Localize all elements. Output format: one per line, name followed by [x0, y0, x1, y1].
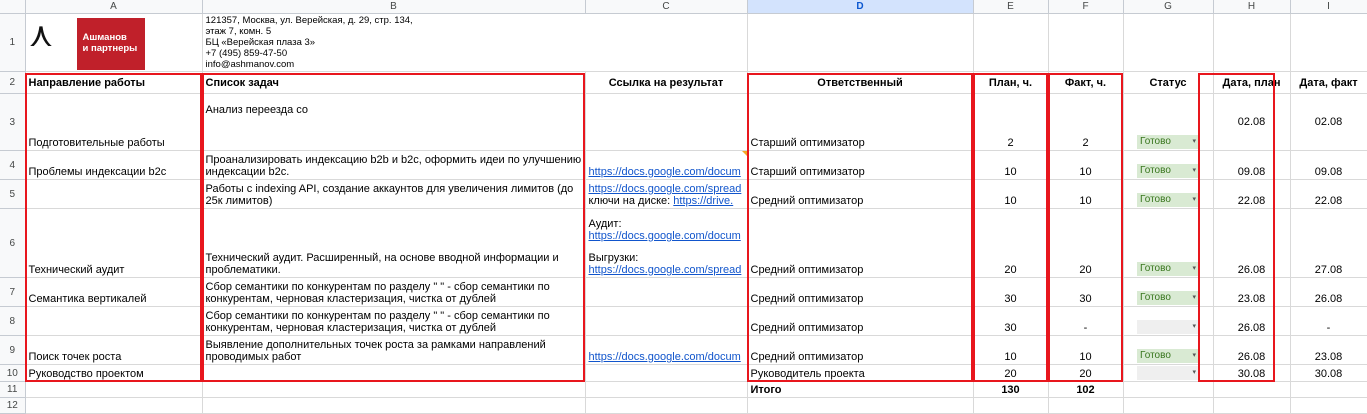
cell-task-3[interactable] — [202, 94, 585, 151]
cell-date-fact-4[interactable]: 09.08 — [1290, 151, 1367, 180]
cell-link-6[interactable] — [585, 209, 747, 278]
status-label: Готово — [1140, 136, 1171, 147]
chevron-down-icon[interactable]: ▾ — [1192, 369, 1196, 376]
cell-direction-8[interactable] — [25, 307, 202, 336]
cell-a12[interactable] — [25, 398, 202, 414]
status-badge[interactable] — [1137, 135, 1199, 149]
table-row[interactable] — [0, 14, 1367, 72]
cell-status-3[interactable] — [1123, 94, 1213, 151]
cell-i12[interactable] — [1290, 398, 1367, 414]
empty-cell-h1[interactable] — [1213, 14, 1290, 72]
table-row[interactable] — [0, 209, 1367, 278]
cell-responsible-4[interactable]: Старший оптимизатор — [747, 151, 973, 180]
address-line-4: +7 (495) 859-47-50 — [205, 48, 288, 59]
header-result-link: Ссылка на результат — [585, 72, 747, 94]
status-badge[interactable] — [1137, 349, 1199, 363]
cell-date-fact-7[interactable]: 26.08 — [1290, 278, 1367, 307]
cell-link-11[interactable] — [585, 382, 747, 398]
row-header-8[interactable]: 8 — [0, 307, 25, 336]
table-header-row[interactable] — [0, 72, 1367, 94]
cell-date-plan-7[interactable]: 23.08 — [1213, 278, 1290, 307]
cell-h12[interactable] — [1213, 398, 1290, 414]
cell-task-6[interactable]: Технический аудит. Расширенный, на основе вводной информации и проблематики. — [202, 209, 585, 278]
result-link-audit[interactable]: https://docs.google.com/docum — [588, 230, 741, 242]
cell-direction-7[interactable]: Семантика вертикалей — [25, 278, 202, 307]
cell-direction-5[interactable] — [25, 180, 202, 209]
column-header-f[interactable]: F — [1048, 0, 1123, 14]
cell-status-10[interactable] — [1123, 365, 1213, 382]
cell-c12[interactable] — [585, 398, 747, 414]
cell-responsible-7[interactable]: Средний оптимизатор — [747, 278, 973, 307]
cell-date-fact-10[interactable]: 30.08 — [1290, 365, 1367, 382]
address-line-3: БЦ «Верейская плаза 3» — [205, 37, 316, 48]
header-responsible: Ответственный — [747, 72, 973, 94]
cell-date-plan-4[interactable]: 09.08 — [1213, 151, 1290, 180]
table-row[interactable] — [0, 365, 1367, 382]
logo-line-1: Ашманов — [82, 32, 127, 43]
table-row[interactable] — [0, 94, 1367, 151]
cell-link-8[interactable] — [585, 307, 747, 336]
cell-fact-4[interactable]: 10 — [1048, 151, 1123, 180]
cell-status-5[interactable] — [1123, 180, 1213, 209]
select-all-corner[interactable] — [0, 0, 25, 14]
chevron-down-icon[interactable]: ▾ — [1192, 323, 1196, 330]
cell-link-3[interactable] — [585, 94, 747, 151]
status-badge[interactable] — [1137, 366, 1199, 380]
cell-f12[interactable] — [1048, 398, 1123, 414]
cell-date-fact-9[interactable]: 23.08 — [1290, 336, 1367, 365]
cell-date-plan-9[interactable]: 26.08 — [1213, 336, 1290, 365]
total-fact[interactable]: 102 — [1048, 382, 1123, 398]
status-badge[interactable] — [1137, 291, 1199, 305]
column-header-g[interactable]: G — [1123, 0, 1213, 14]
cell-task-11[interactable] — [202, 382, 585, 398]
cell-date-fact-5[interactable]: 22.08 — [1290, 180, 1367, 209]
header-date-fact: Дата, факт — [1290, 72, 1367, 94]
logo-icon: ⋏ — [29, 18, 77, 70]
header-status: Статус — [1123, 72, 1213, 94]
column-header-h[interactable]: H — [1213, 0, 1290, 14]
header-tasks: Список задач — [202, 72, 585, 94]
cell-fact-5[interactable]: 10 — [1048, 180, 1123, 209]
cell-plan-10[interactable]: 20 — [973, 365, 1048, 382]
cell-plan-3[interactable]: 2 — [973, 94, 1048, 151]
status-chip-4[interactable] — [1127, 164, 1210, 178]
column-header-i[interactable]: I — [1290, 0, 1367, 14]
status-chip-10[interactable] — [1127, 366, 1210, 380]
cell-fact-8[interactable]: - — [1048, 307, 1123, 336]
link-label-2: Выгрузки: — [588, 252, 639, 264]
header-fact-hours: Факт, ч. — [1048, 72, 1123, 94]
cell-responsible-5[interactable]: Средний оптимизатор — [747, 180, 973, 209]
cell-status-11[interactable] — [1123, 382, 1213, 398]
company-address-cell — [202, 14, 747, 72]
chevron-down-icon[interactable]: ▾ — [1192, 196, 1196, 203]
cell-responsible-6[interactable]: Средний оптимизатор — [747, 209, 973, 278]
status-chip-5[interactable] — [1127, 193, 1210, 207]
cell-e12[interactable] — [973, 398, 1048, 414]
status-chip-8[interactable] — [1127, 320, 1210, 334]
empty-cell-f1[interactable] — [1048, 14, 1123, 72]
cell-direction-3[interactable]: Подготовительные работы — [25, 94, 202, 151]
table-row[interactable] — [0, 336, 1367, 365]
column-header-b[interactable]: B — [202, 0, 585, 14]
cell-status-6[interactable] — [1123, 209, 1213, 278]
cell-date-plan-3[interactable]: 02.08 — [1213, 94, 1290, 151]
total-label[interactable]: Итого — [747, 382, 973, 398]
cell-task-7[interactable]: Сбор семантики по конкурентам по разделу " " - сбор семантики по конкурентам, черновая кластеризация, чистка от дублей — [202, 278, 585, 307]
column-header-e[interactable]: E — [973, 0, 1048, 14]
cell-direction-9[interactable]: Поиск точек роста — [25, 336, 202, 365]
status-chip-6[interactable] — [1127, 262, 1210, 276]
company-logo-cell — [25, 14, 202, 72]
table-row[interactable] — [0, 180, 1367, 209]
cell-responsible-9[interactable]: Средний оптимизатор — [747, 336, 973, 365]
cell-g12[interactable] — [1123, 398, 1213, 414]
empty-cell-d1[interactable] — [747, 14, 973, 72]
cell-fact-6[interactable]: 20 — [1048, 209, 1123, 278]
column-header-row[interactable] — [0, 0, 1367, 14]
cell-fact-9[interactable]: 10 — [1048, 336, 1123, 365]
row-header-2[interactable]: 2 — [0, 72, 25, 94]
cell-date-plan-10[interactable]: 30.08 — [1213, 365, 1290, 382]
status-label: Готово — [1140, 263, 1171, 274]
logo-line-2: и партнеры — [82, 43, 138, 54]
company-logo-label — [77, 18, 145, 70]
result-link[interactable]: https://docs.google.com/docum — [588, 166, 741, 178]
cell-task-4[interactable]: Проанализировать индексацию b2b и b2c, оформить идеи по улучшению индексации b2c. — [202, 151, 585, 180]
row-header-3[interactable]: 3 — [0, 94, 25, 151]
cell-date-fact-11[interactable] — [1290, 382, 1367, 398]
chevron-down-icon[interactable]: ▾ — [1192, 294, 1196, 301]
empty-cell-g1[interactable] — [1123, 14, 1213, 72]
cell-date-fact-3[interactable]: 02.08 — [1290, 94, 1367, 151]
cell-date-plan-5[interactable]: 22.08 — [1213, 180, 1290, 209]
cell-fact-7[interactable]: 30 — [1048, 278, 1123, 307]
cell-responsible-10[interactable]: Руководитель проекта — [747, 365, 973, 382]
cell-fact-10[interactable]: 20 — [1048, 365, 1123, 382]
cell-task-5[interactable]: Работы с indexing API, создание аккаунтов для увеличения лимитов (до 25к лимитов) — [202, 180, 585, 209]
row-header-1[interactable]: 1 — [0, 14, 25, 72]
task-text-3: Анализ переезда со — [205, 104, 309, 116]
row-header-11[interactable]: 11 — [0, 382, 25, 398]
totals-row[interactable] — [0, 382, 1367, 398]
cell-status-8[interactable] — [1123, 307, 1213, 336]
status-chip-7[interactable] — [1127, 291, 1210, 305]
status-label: Готово — [1140, 292, 1171, 303]
row-header-4[interactable]: 4 — [0, 151, 25, 180]
cell-plan-9[interactable]: 10 — [973, 336, 1048, 365]
table-row[interactable] — [0, 307, 1367, 336]
cell-plan-8[interactable]: 30 — [973, 307, 1048, 336]
total-plan[interactable]: 130 — [973, 382, 1048, 398]
status-badge[interactable] — [1137, 193, 1199, 207]
column-header-d[interactable]: D — [747, 0, 973, 14]
row-header-10[interactable]: 10 — [0, 365, 25, 382]
status-label: Готово — [1140, 350, 1171, 361]
chevron-down-icon[interactable]: ▾ — [1192, 138, 1196, 145]
cell-task-10[interactable] — [202, 365, 585, 382]
row-header-5[interactable]: 5 — [0, 180, 25, 209]
cell-task-9[interactable]: Выявление дополнительных точек роста за рамками направлений проводимых работ — [202, 336, 585, 365]
table-row[interactable] — [0, 151, 1367, 180]
link-label-1: Аудит: — [588, 218, 622, 230]
cell-status-9[interactable] — [1123, 336, 1213, 365]
status-label: Готово — [1140, 194, 1171, 205]
cell-plan-4[interactable]: 10 — [973, 151, 1048, 180]
comment-marker-icon — [742, 151, 747, 156]
cell-link-5[interactable] — [585, 180, 747, 209]
cell-link-10[interactable] — [585, 365, 747, 382]
status-chip-3[interactable] — [1127, 135, 1210, 149]
table-row[interactable] — [0, 278, 1367, 307]
address-line-2: этаж 7, комн. 5 — [205, 26, 272, 37]
empty-cell-e1[interactable] — [973, 14, 1048, 72]
cell-link-4[interactable] — [585, 151, 747, 180]
chevron-down-icon[interactable]: ▾ — [1192, 352, 1196, 359]
cell-date-plan-8[interactable]: 26.08 — [1213, 307, 1290, 336]
header-date-plan: Дата, план — [1213, 72, 1290, 94]
cell-direction-11[interactable] — [25, 382, 202, 398]
result-link-secondary[interactable]: https://drive. — [673, 195, 734, 207]
cell-date-fact-6[interactable]: 27.08 — [1290, 209, 1367, 278]
cell-date-fact-8[interactable]: - — [1290, 307, 1367, 336]
row-header-7[interactable]: 7 — [0, 278, 25, 307]
row-header-12[interactable]: 12 — [0, 398, 25, 414]
cell-plan-7[interactable]: 30 — [973, 278, 1048, 307]
cell-plan-6[interactable]: 20 — [973, 209, 1048, 278]
row-header-9[interactable]: 9 — [0, 336, 25, 365]
cell-fact-3[interactable]: 2 — [1048, 94, 1123, 151]
cell-responsible-8[interactable]: Средний оптимизатор — [747, 307, 973, 336]
address-line-1: 121357, Москва, ул. Верейская, д. 29, стр. 134, — [205, 15, 413, 26]
cell-date-plan-6[interactable]: 26.08 — [1213, 209, 1290, 278]
status-label: Готово — [1140, 165, 1171, 176]
chevron-down-icon[interactable]: ▾ — [1192, 167, 1196, 174]
column-header-c[interactable]: C — [585, 0, 747, 14]
table-row[interactable] — [0, 398, 1367, 414]
row-header-6[interactable]: 6 — [0, 209, 25, 278]
cell-direction-6[interactable]: Технический аудит — [25, 209, 202, 278]
cell-responsible-3[interactable]: Старший оптимизатор — [747, 94, 973, 151]
result-link-export[interactable]: https://docs.google.com/spread — [588, 264, 742, 276]
cell-link-7[interactable] — [585, 278, 747, 307]
result-link[interactable]: https://docs.google.com/docum — [588, 351, 741, 363]
cell-b12[interactable] — [202, 398, 585, 414]
empty-cell-i1[interactable] — [1290, 14, 1367, 72]
status-chip-9[interactable] — [1127, 349, 1210, 363]
cell-status-4[interactable] — [1123, 151, 1213, 180]
header-direction: Направление работы — [25, 72, 202, 94]
cell-direction-4[interactable]: Проблемы индексации b2c — [25, 151, 202, 180]
result-link[interactable]: https://docs.google.com/spread — [588, 183, 742, 195]
cell-link-9[interactable] — [585, 336, 747, 365]
cell-plan-5[interactable]: 10 — [973, 180, 1048, 209]
link-prefix: ключи на диске: — [588, 195, 674, 207]
cell-task-8[interactable]: Сбор семантики по конкурентам по разделу " " - сбор семантики по конкурентам, черновая кластеризация, чистка от дублей — [202, 307, 585, 336]
cell-date-plan-11[interactable] — [1213, 382, 1290, 398]
column-header-a[interactable]: A — [25, 0, 202, 14]
status-badge[interactable] — [1137, 262, 1199, 276]
cell-direction-10[interactable]: Руководство проектом — [25, 365, 202, 382]
status-badge[interactable] — [1137, 164, 1199, 178]
status-badge[interactable] — [1137, 320, 1199, 334]
address-line-5: info@ashmanov.com — [205, 59, 295, 70]
chevron-down-icon[interactable]: ▾ — [1192, 265, 1196, 272]
cell-status-7[interactable] — [1123, 278, 1213, 307]
header-plan-hours: План, ч. — [973, 72, 1048, 94]
cell-d12[interactable] — [747, 398, 973, 414]
